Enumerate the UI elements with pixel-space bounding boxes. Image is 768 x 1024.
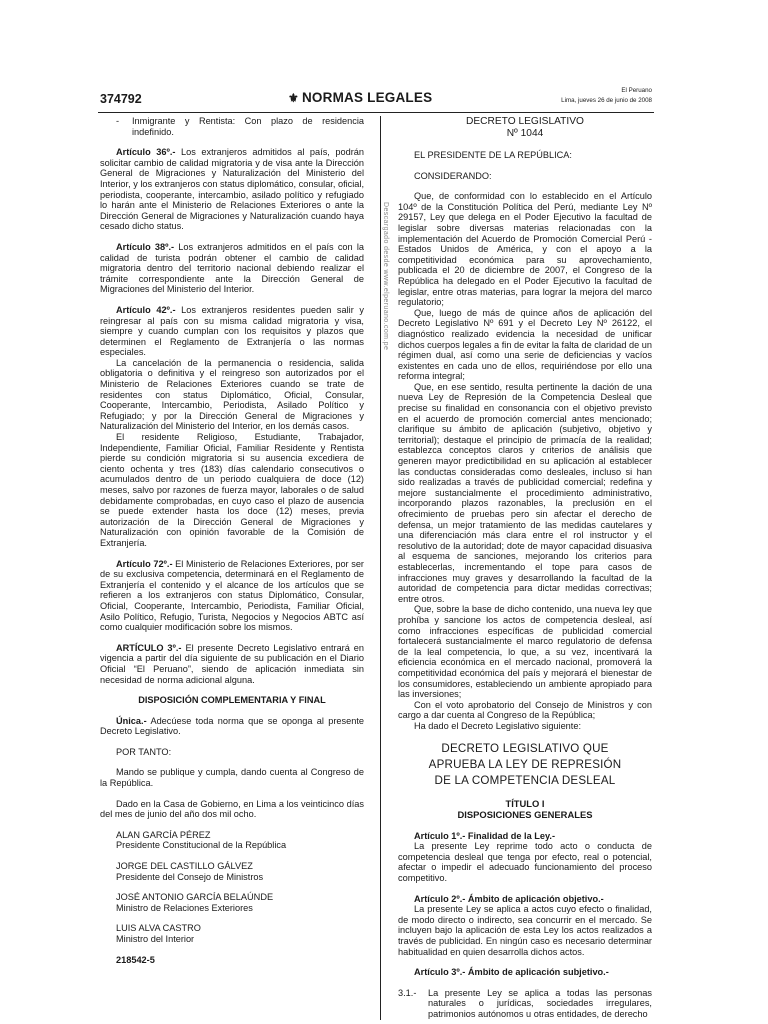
bullet-text: Inmigrante y Rentista: Con plazo de residencia indefinido. [132,116,364,137]
title-heading: TÍTULO I [505,798,545,810]
item-text: La presente Ley se aplica a todas las personas naturales o jurídicas, sociedades irregulares, patrimonios autónomos u otras entidades, de derecho [428,987,652,1019]
law-title [398,741,652,789]
article-3: ARTÍCULO 3º.- El presente Decreto Legislativo entrará en vigencia a partir del día siguiente de su publicación en el Diario Oficial “El Peruano”, siendo de aplicación inmediata sin necesidad de norma adicional alguna. [100,642,365,685]
president-line: EL PRESIDENTE DE LA REPÚBLICA: [414,150,572,160]
article-42-paragraph: El residente Religioso, Estudiante, Trabajador, Independiente, Familiar Oficial, Familiar Residente y Rentista pierde su condición migratoria si su ausencia excediera de ciento ochenta y tres (183) días calendario consecutivos o acumulados dentro de un periodo cualquiera de doce (12) meses, salvo por razones de fuerza mayor, laborales o de salud debidamente comprobadas, en cuyo caso el plazo de ausencia se puede extender hasta los doce (12) meses, previa autorización de la Dirección General de Migraciones y Naturalización con opinión favorable de la Comisión de Extranjería. [100,432,364,548]
considerando-label: CONSIDERANDO: [414,170,492,181]
signature-name: LUIS ALVA CASTRO [116,923,201,934]
considerando-paragraph: Que, sobre la base de dicho contenido, una nueva ley que prohíba y sancione los actos de competencia desleal, así como infracciones específicas de publicidad comercial fortalecerá sustancialmente el marco regulatorio de defensa de la leal competencia, lo que, a su vez, incentivará la eficiencia económica en el mercado nacional, promoverá la competitividad económica del país y mejorará el bienestar de los consumidores, estableciendo un ambiente apropiado para las inversiones; [398,604,652,700]
signature-role: Ministro del Interior [116,934,195,944]
page-number: 374792 [100,92,142,106]
law-title-line: DE LA COMPETENCIA DESLEAL [434,774,616,788]
section-logo [288,90,432,105]
signature [100,892,364,913]
article-1-text: La presente Ley reprime todo acto o conducta de competencia desleal que tenga por efecto, real o potencial, afectar o impedir el adecuado funcionamiento del proceso competitivo. [398,841,652,884]
signature-block [100,830,364,945]
article-2-text: La presente Ley se aplica a actos cuyo efecto o finalidad, de modo directo o indirecto, sea concurrir en el mercado. Se incluyen bajo la aplicación de esta Ley los actos realizados a través de publicidad. En ningún caso es necesario determinar habitualidad en quien desarrolla dichos actos. [398,904,652,957]
signature [100,861,364,882]
signature [100,830,364,851]
section-heading: DISPOSICIÓN COMPLEMENTARIA Y FINAL [138,695,326,706]
signature-role: Presidente del Consejo de Ministros [116,871,264,882]
law-title-line: DECRETO LEGISLATIVO QUE [441,742,609,756]
right-column [398,116,652,1020]
left-column [100,116,364,965]
article-2-heading: Artículo 2º.- Ámbito de aplicación objetivo.- [414,893,604,904]
considerando-paragraph: Que, de conformidad con lo establecido en el Artículo 104º de la Constitución Política del Perú, mediante Ley Nº 29157, Ley que delega en el Poder Ejecutivo la facultad de legislar sobre diversas materias relacionadas con la implementación del Acuerdo de Promoción Comercial Perú - Estados Unidos de América, y con el apoyo a la competitividad económica para su aprovechamiento, publicada el 20 de diciembre de 2007, el Congreso de la República ha delegado en el Poder Ejecutivo la facultad de legislar, entre otras materias, para lograr la mejora del marco regulatorio; [398,191,652,308]
article-label: Artículo 36º.- [116,147,176,158]
crest-icon: ⚜ [288,91,299,105]
considerando-paragraph: Con el voto aprobatorio del Consejo de Ministros y con cargo a dar cuenta al Congreso de la República; [398,699,652,721]
unica-paragraph: Única.- Adecúese toda norma que se oponga al presente Decreto Legislativo. [100,715,364,737]
page-header [98,84,654,112]
mando-paragraph: Mando se publique y cumpla, dando cuenta al Congreso de la República. [100,767,364,789]
numbered-item [398,988,652,1020]
article-1-heading: Artículo 1º.- Finalidad de la Ley.- [414,830,556,841]
article-36: Artículo 36º.- Los extranjeros admitidos al país, podrán solicitar cambio de calidad migratoria y de visa ante la Dirección General de Migraciones y Naturalización del Ministerio del Interior, y los extranjeros con status diplomático, consular, oficial, periodista, cooperante, intercambio, asilado político y refugiado lo harán ante el Ministerio de Relaciones Exteriores o ante la Dirección General de Migraciones y Naturalización cuando haya cesado dicho status. [100,147,365,232]
header-meta [561,86,652,106]
publication-code: 218542-5 [116,954,155,965]
signature-name: JOSÉ ANTONIO GARCÍA BELAÚNDE [116,892,274,903]
article-42-paragraph: La cancelación de la permanencia o residencia, salida obligatoria o definitiva y el reingreso son autorizados por el Ministerio de Relaciones Exteriores cuando se trate de residentes con status Diplomático, Oficial, Consular, Cooperante, Intercambio, Periodista, Asilado Político y Refugiado; y por la Dirección General de Migraciones y Naturalización del Ministerio del Interior, en los demás casos. [100,357,364,432]
signature-name: ALAN GARCÍA PÉREZ [116,829,211,840]
publication-date: Lima, jueves 26 de junio de 2008 [561,97,652,104]
publisher-name: El Peruano [621,87,652,94]
article-label: Artículo 38º.- [116,241,175,252]
decree-heading: DECRETO LEGISLATIVO [466,116,584,127]
article-label: Artículo 42º.- [116,304,176,315]
signature-role: Presidente Constitucional de la República [116,840,287,851]
article-label: Única.- [116,715,147,726]
article-label: ARTÍCULO 3º.- [116,642,182,653]
signature-name: JORGE DEL CASTILLO GÁLVEZ [116,861,253,872]
considerando-paragraph: Que, en ese sentido, resulta pertinente la dación de una nueva Ley de Represión de la Competencia Desleal que precise su finalidad en consonancia con el objetivo previsto en el acuerdo de promoción comercial antes mencionado; clarifique su ámbito de aplicación (subjetivo, objetivo y territorial); destaque el principio de primacía de la realidad; establezca conceptos claros y criterios de análisis que generen mayor predictibilidad en su aplicación al establecer las conductas consideradas como desleales, incluso si han sido realizadas a través de publicidad comercial; redefina y mejore sustancialmente el procedimiento administrativo, incorporando plazos razonables, la preclusión en el ofrecimiento de pruebas pero sin afectar el derecho de defensa, un mejor tratamiento de las medidas cautelares y una diferenciación más clara entre el rol instructor y el resolutivo de la autoridad; dote de mayor capacidad disuasiva al esquema de sanciones, mejorando los criterios para establecerlas, incrementando el tope para casos de infracciones muy graves y desarrollando la facultad de la autoridad de competencia para dictar medidas correctivas; entre otros. [398,381,652,604]
signature-role: Ministro de Relaciones Exteriores [116,902,253,913]
signature [100,923,364,944]
law-title-line: APRUEBA LA LEY DE REPRESIÓN [428,758,622,772]
article-42: Artículo 42º.- Los extranjeros residentes pueden salir y reingresar al país con su misma calidad migratoria y visa, siempre y cuando cumplan con los requisitos y plazos que determinen el Reglamento de Extranjería o las normas especiales. [100,304,364,358]
header-rule [98,112,654,113]
item-number: 3.1.- [398,987,417,998]
article-72: Artículo 72º.- El Ministerio de Relaciones Exteriores, por ser de su exclusiva competencia, determinará en el Reglamento de Extranjería el contenido y el alcance de los artículos que se refieren a los extranjeros con status Diplomático, Consular, Oficial, Cooperante, Intercambio, Periodista, Familiar Oficial, Asilo Político, Refugio, Turista, Negocios y Negocios ABTC así como cualquier modificación sobre los mismos. [100,558,364,633]
article-38: Artículo 38º.- Los extranjeros admitidos en el país con la calidad de turista podrán obtener el cambio de calidad migratoria dentro del territorio nacional debiendo realizar el trámite correspondiente ante la Dirección General de Migraciones del Ministerio del Interior. [100,241,365,295]
article-label: Artículo 72º.- [116,558,173,569]
por-tanto: POR TANTO: [116,746,172,757]
dado-paragraph: Dado en la Casa de Gobierno, en Lima a los veinticinco días del mes de junio del año dos mil ocho. [100,798,364,820]
considerando-paragraph: Ha dado el Decreto Legislativo siguiente: [414,720,582,731]
title-subheading: DISPOSICIONES GENERALES [457,809,593,821]
decree-number: Nº 1044 [506,128,544,139]
watermark-text: Descargado desde www.elperuano.com.pe [382,202,389,351]
section-title: NORMAS LEGALES [301,90,433,105]
considerando-paragraph: Que, luego de más de quince años de aplicación del Decreto Legislativo Nº 691 y el Decreto Ley Nº 26122, el diagnóstico realizado evidencia la necesidad de unificar dichos cuerpos legales a fin de evitar la falta de claridad de un régimen dual, así como una serie de deficiencias y vacíos existentes en cada uno de ellos, requiriéndose por ello una reforma integral; [398,307,652,382]
list-item: - Inmigrante y Rentista: Con plazo de residencia indefinido. [116,116,364,137]
newspaper-page [98,84,654,1024]
article-3-heading: Artículo 3º.- Ámbito de aplicación subjetivo.- [414,967,609,978]
